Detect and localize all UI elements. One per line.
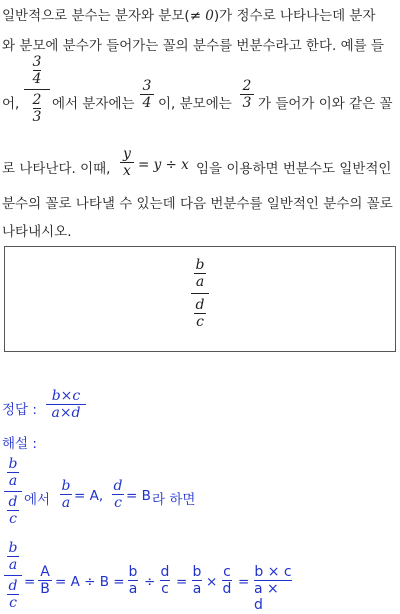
problem-line-4a: 로 나타난다. 이때,: [2, 161, 111, 177]
problem-line-1: 일반적으로 분수는 분자와 분모(≠ 0)가 정수로 나타나는데 분자: [2, 8, 376, 24]
answer-label: 정답 :: [2, 402, 37, 418]
expression-box: [4, 246, 396, 352]
solution-complex-fraction-1: b a d c: [4, 456, 22, 527]
problem-line-3c: 이, 분모에는: [158, 96, 232, 112]
solution-complex-fraction-2: b a d c: [4, 540, 22, 611]
A-div-B: = A ÷ B =: [55, 574, 125, 590]
problem-line-6: 나타내시오.: [2, 224, 72, 240]
problem-line-2: 와 분모에 분수가 들어가는 꼴의 분수를 번분수라고 한다. 예를 들: [2, 38, 384, 54]
eq-sign-2: =: [176, 574, 188, 590]
solution-step1-end: 라 하면: [152, 492, 196, 508]
b-over-a-2: b a: [128, 564, 138, 597]
example-numerator-inline: 3 4: [140, 78, 154, 111]
A-over-B: A B: [38, 564, 52, 597]
example-numerator: $\frac{3}{4}$: [32, 54, 42, 87]
define-B: = B: [126, 488, 151, 504]
example-denominator-inline: 2 3: [240, 78, 254, 111]
final-fraction: b × c a × d: [254, 564, 292, 613]
example-denominator: $\frac{2}{3}$: [32, 92, 42, 125]
problem-line-4b: 임을 이용하면 번분수도 일반적인: [196, 161, 392, 177]
boxed-complex-fraction: b a d c: [191, 257, 209, 330]
boxed-main-bar: [191, 293, 209, 294]
d-over-c: d c: [113, 478, 123, 511]
solution-step1-text: 에서: [24, 492, 51, 508]
problem-line-3a: 어,: [2, 96, 20, 112]
y-over-x-fraction: y x: [120, 146, 134, 179]
solution-label: 해설 :: [2, 436, 37, 452]
div-sign: ÷: [144, 574, 156, 590]
problem-line-3b: 에서 분자에는: [52, 96, 135, 112]
example-main-bar: [24, 89, 50, 90]
problem-line-5: 분수의 꼴로 나타낼 수 있는데 다음 번분수를 일반적인 분수의 꼴로: [2, 196, 393, 212]
b-over-a-3: b a: [192, 564, 202, 597]
define-A: = A,: [74, 488, 104, 504]
division-identity: = y ÷ x: [138, 157, 189, 173]
b-over-a: b a: [61, 478, 71, 511]
c-over-d: c d: [222, 564, 232, 597]
times-sign: ×: [206, 574, 218, 590]
eq-sign-1: =: [24, 574, 36, 590]
example-complex-fraction: [24, 54, 50, 125]
d-over-c-2: d c: [160, 564, 170, 597]
answer-fraction: b×c a×d: [46, 388, 86, 421]
eq-sign-3: =: [238, 574, 250, 590]
problem-line-3d: 가 들어가 이와 같은 꼴: [258, 96, 393, 112]
